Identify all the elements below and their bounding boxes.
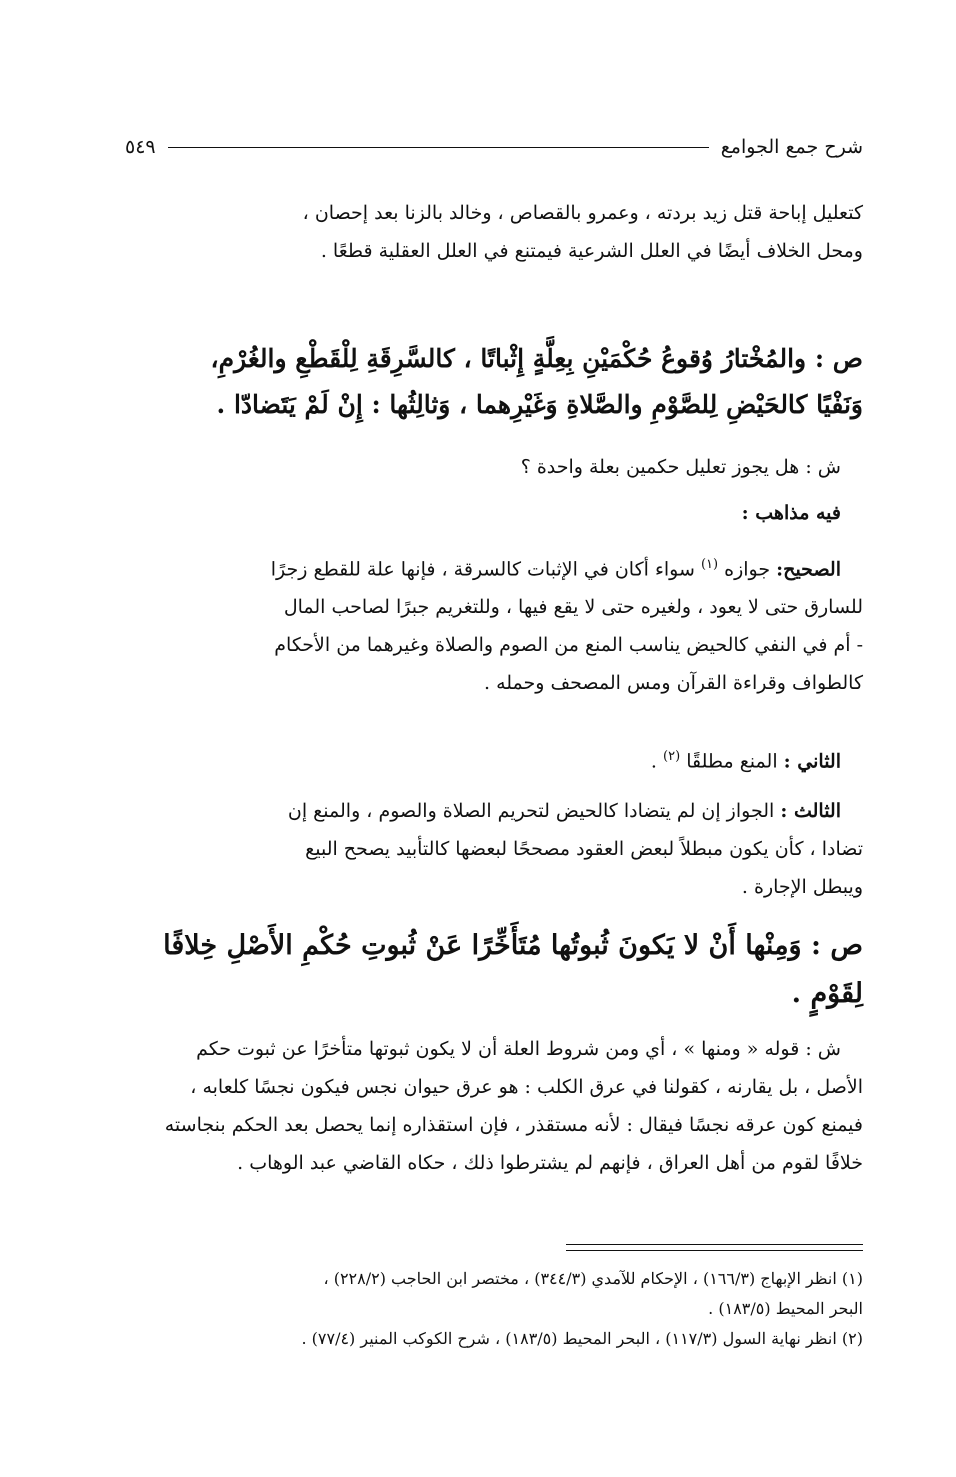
third-view-line: ويبطل الإجارة . [741, 876, 863, 898]
matn-text-1 [125, 336, 863, 428]
third-view-line: تضادا ، كأن يكون مبطلاً لبعض العقود مصححًا لبعضها كالتأبيد يصحح البيع [305, 838, 863, 860]
running-title: شرح جمع الجوامع [720, 136, 863, 158]
intro-line: ومحل الخلاف أيضًا في العلل الشرعية فيمتنع في العلل العقلية قطعًا . [320, 240, 863, 262]
intro-paragraph [125, 194, 863, 270]
footnote-ref: (٢) [663, 749, 681, 764]
view-label: الثاني : [783, 750, 841, 773]
second-view-paragraph: الثاني : المنع مطلقًا $^{(٢)}$ . [650, 749, 841, 773]
footnote-ref: (١) [700, 557, 719, 572]
sharh-line: الأصل ، بل يقارنه ، كقولنا في عرق الكلب : هو عرق حيوان نجس فيكون نجسًا كلعابه ، [190, 1076, 863, 1098]
sharh-line: فيمنع كون عرقه نجسًا فيقال : لأنه مستقذر ، فإن استقذاره إنما يحصل بعد الحكم بنجاسته [164, 1114, 863, 1136]
sharh-paragraph-2 [125, 1030, 863, 1182]
matn-line: وَنَفْيًا كالحَيْضِ لِلصَّوْمِ والصَّلاةِ وَغَيْرِهما ، وَثالِثُها : إِنْ لَمْ يَتَضادّا . [216, 390, 863, 419]
first-view-line: - أم في النفي كالحيض يناسب المنع من الصوم والصلاة وغيرهما من الأحكام [274, 634, 863, 657]
footnote-divider [566, 1244, 863, 1245]
first-view-line: الصحيح: جوازه $^{(١)}$ سواء أكان في الإثبات كالسرقة ، فإنها علة للقطع زجرًا [270, 557, 841, 581]
first-view-line: للسارق حتى لا يعود ، ولغيره حتى لا يقع فيها ، وللتغريم جبرًا لصاحب المال [283, 596, 863, 619]
footnote-1-cont: البحر المحيط (١٨٣/٥) . [708, 1299, 863, 1318]
sharh-line: ش : قوله « ومنها » ، أي ومن شروط العلة أن لا يكون ثبوتها متأخرًا عن ثبوت حكم [196, 1038, 841, 1060]
running-header [125, 130, 863, 164]
third-view-paragraph [125, 792, 863, 906]
third-view-line: الثالث : الجواز إن لم يتضادا كالحيض لتحريم الصلاة والصوم ، والمنع إن [287, 800, 841, 822]
matn-line: ص : والمُخْتارُ وُقوعُ حُكْمَيْنِ بِعِلَّةٍ إِثْباتًا ، كالسَّرِقَةِ لِلْقَطْعِ والغُرْمِ، [210, 344, 863, 373]
first-view-paragraph [125, 546, 863, 702]
matn-text-2 [125, 922, 863, 1018]
view-label: الثالث : [780, 800, 841, 822]
first-view-line: كالطواف وقراءة القرآن ومس المصحف وحمله . [484, 672, 863, 695]
sharh-line: خلافًا لقوم من أهل العراق ، فإنهم لم يشترطوا ذلك ، حكاه القاضي عبد الوهاب . [237, 1152, 863, 1174]
footnote-2: (٢) انظر نهاية السول (١١٧/٣) ، البحر المحيط (١٨٣/٥) ، شرح الكوكب المنير (٧٧/٤) . [301, 1329, 863, 1348]
sharh-question: ش : هل يجوز تعليل حكمين بعلة واحدة ؟ [520, 456, 841, 478]
page-number: ٥٤٩ [125, 136, 156, 158]
view-label: الصحيح: [776, 558, 841, 581]
header-rule [168, 147, 709, 148]
madhahib-heading: فيه مذاهب : [741, 502, 841, 524]
footnote-1: (١) انظر الإبهاج (١٦٦/٣) ، الإحكام للآمدي (٣٤٤/٣) ، مختصر ابن الحاجب (٢٢٨/٢) ، [323, 1269, 863, 1288]
matn-line: لِقَوْمٍ . [791, 978, 863, 1009]
footnotes [125, 1264, 863, 1354]
footnote-divider [566, 1250, 863, 1251]
intro-line: كتعليل إباحة قتل زيد بردته ، وعمرو بالقصاص ، وخالد بالزنا بعد إحصان ، [302, 202, 863, 224]
matn-line: ص : وَمِنْها أَنْ لا يَكونَ ثُبوتُها مُتَأَخِّرًا عَنْ ثُبوتِ حُكْمِ الأَصْلِ خِلافًا [163, 930, 863, 961]
